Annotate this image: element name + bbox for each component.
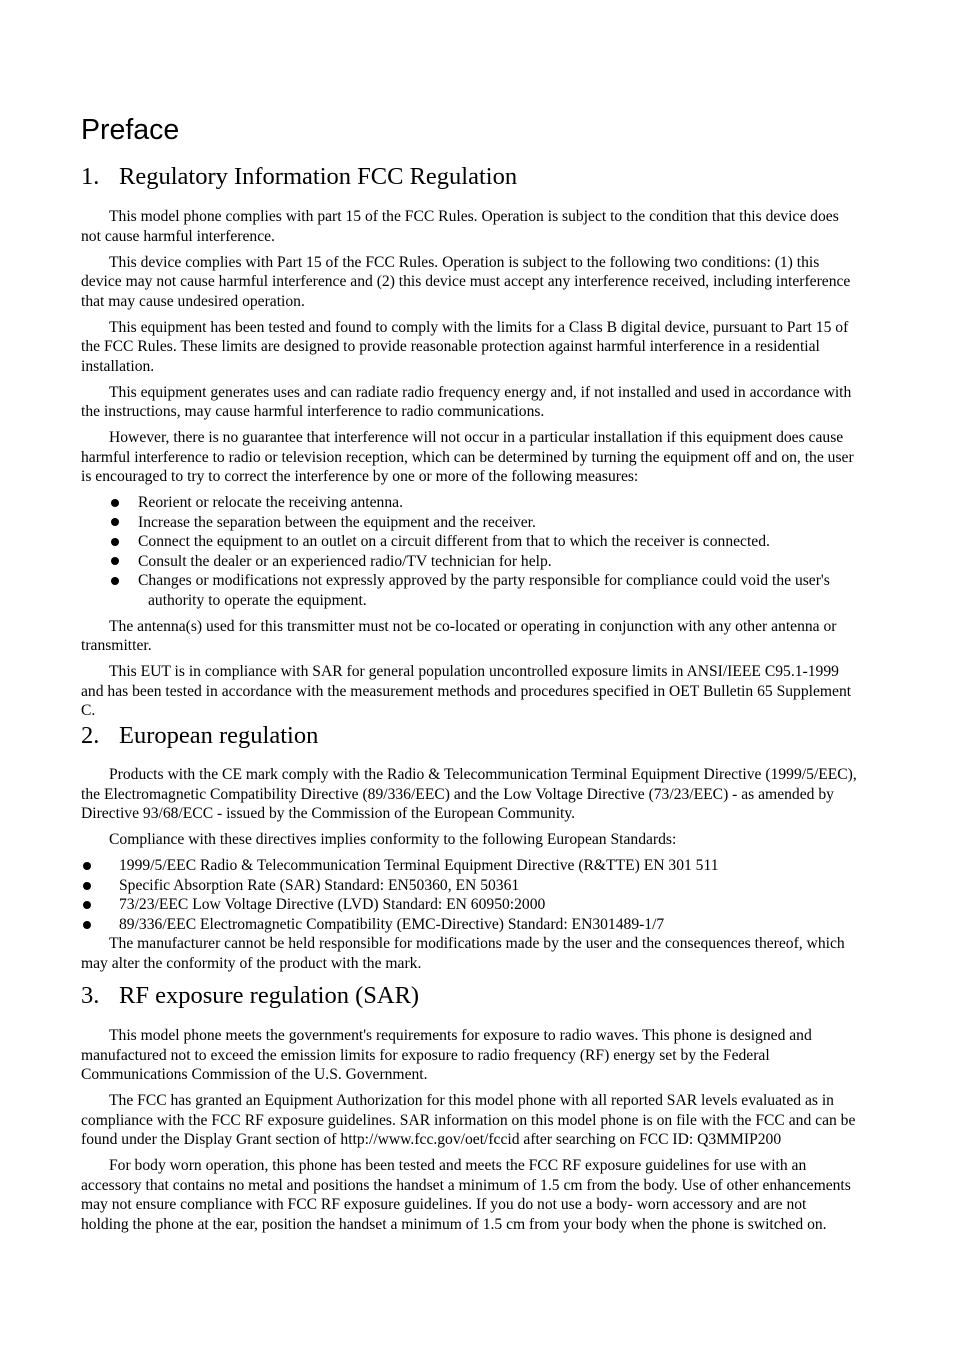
paragraph: The manufacturer cannot be held responsible for modifications made by the user and the consequences thereof, which may alter the conformity of the product with the mark. (81, 935, 845, 972)
list-item-text: Reorient or relocate the receiving antenna. (138, 494, 403, 511)
list-item (81, 493, 857, 513)
list-item (81, 856, 857, 876)
section-number: 1. (81, 163, 100, 190)
page-title: Preface (81, 114, 180, 146)
interference-measures-list (81, 493, 857, 617)
bullet-icon (83, 921, 91, 929)
paragraph: Compliance with these directives implies conformity to the following European Standards: (109, 831, 677, 849)
paragraph: This model phone meets the government's requirements for exposure to radio waves. This phone is designed and manufactured not to exceed the emission limits for exposure to radio frequency (RF) energy set by the Federal Communications Commission of the U.S. Government. (81, 1027, 812, 1084)
bullet-icon (83, 862, 91, 870)
list-item-text: Increase the separation between the equipment and the receiver. (138, 513, 536, 531)
list-item (81, 915, 857, 935)
section-number: 2. (81, 722, 100, 749)
section-number: 3. (81, 982, 100, 1009)
paragraph: However, there is no guarantee that interference will not occur in a particular installation if this equipment does cause harmful interference to radio or television reception, which can be determined by turning the equipment off and on, the user is encouraged to try to correct the interference by one or more of the following measures: (81, 429, 854, 485)
section-title: Regulatory Information FCC Regulation (119, 163, 518, 190)
bullet-icon (83, 882, 91, 890)
paragraph: Products with the CE mark comply with the Radio & Telecommunication Terminal Equipment Directive (1999/5/EEC), the Electromagnetic Compatibility Directive (89/336/EEC) and the Low Voltage Directive (73/23/EEC) - as amended by Directive 93/68/ECC - issued by the Commission of the European Community. (81, 766, 857, 823)
list-item-text: Changes or modifications not expressly approved by the party responsible for compliance could void the user's authority to operate the equipment. (138, 572, 830, 609)
paragraph: The antenna(s) used for this transmitter must not be co-located or operating in conjunction with any other antenna or transmitter. (81, 617, 837, 654)
section-heading-fcc (81, 163, 857, 191)
content-column (81, 113, 857, 1241)
section-heading-european (81, 722, 857, 750)
list-item-text: Consult the dealer or an experienced radio/TV technician for help. (138, 552, 552, 570)
section-heading-sar (81, 982, 857, 1010)
section-title: European regulation (119, 722, 319, 749)
paragraph: This model phone complies with part 15 of the FCC Rules. Operation is subject to the condition that this device does not cause harmful interference. (81, 208, 839, 245)
bullet-icon (111, 499, 119, 507)
bullet-icon (111, 557, 119, 565)
list-item (81, 876, 857, 896)
list-item (81, 532, 857, 552)
paragraph: The FCC has granted an Equipment Authorization for this model phone with all reported SAR levels evaluated as in compliance with the FCC RF exposure guidelines. SAR information on this model phone is on file with the FCC and can be found under the Display Grant section of http://www.fcc.gov/oet/fccid after searching on FCC ID: Q3MMIP200 (81, 1092, 856, 1149)
bullet-icon (111, 577, 119, 585)
paragraph: This equipment has been tested and found to comply with the limits for a Class B digital device, pursuant to Part 15 of the FCC Rules. These limits are designed to provide reasonable protection against harmful interference in a residential installation. (81, 318, 849, 375)
list-item-text: Specific Absorption Rate (SAR) Standard: EN50360, EN 50361 (119, 876, 520, 894)
bullet-icon (83, 901, 91, 909)
paragraph: This EUT is in compliance with SAR for general population uncontrolled exposure limits in ANSI/IEEE C95.1-1999 and has been tested in accordance with the measurement methods and procedures specified in OET Bulletin 65 Supplement C. (81, 663, 852, 719)
european-standards-list (81, 856, 857, 934)
list-item (81, 571, 857, 610)
paragraph: For body worn operation, this phone has been tested and meets the FCC RF exposure guidelines for use with an accessory that contains no metal and positions the handset a minimum of 1.5 cm from the body. Use of other enhancements may not ensure compliance with FCC RF exposure guidelines. If you do not use a body- worn accessory and are not holding the phone at the ear, position the handset a minimum of 1.5 cm from your body when the phone is switched on. (81, 1157, 851, 1233)
bullet-icon (111, 538, 119, 546)
list-item-text: Connect the equipment to an outlet on a circuit different from that to which the receiver is connected. (138, 533, 770, 550)
paragraph: This device complies with Part 15 of the FCC Rules. Operation is subject to the following two conditions: (1) this device may not cause harmful interference and (2) this device must accept any interference received, including interference that may cause undesired operation. (81, 253, 851, 310)
list-item-text: 1999/5/EEC Radio & Telecommunication Terminal Equipment Directive (R&TTE) EN 301 511 (119, 857, 719, 875)
list-item-text: 73/23/EEC Low Voltage Directive (LVD) Standard: EN 60950:2000 (119, 896, 546, 914)
list-item (81, 513, 857, 533)
paragraph: This equipment generates uses and can radiate radio frequency energy and, if not installed and used in accordance with the instructions, may cause harmful interference to radio communications. (81, 383, 852, 420)
section-title: RF exposure regulation (SAR) (119, 982, 420, 1009)
list-item (81, 552, 857, 572)
bullet-icon (111, 518, 119, 526)
list-item-text: 89/336/EEC Electromagnetic Compatibility (EMC-Directive) Standard: EN301489-1/7 (119, 915, 665, 933)
list-item (81, 895, 857, 915)
